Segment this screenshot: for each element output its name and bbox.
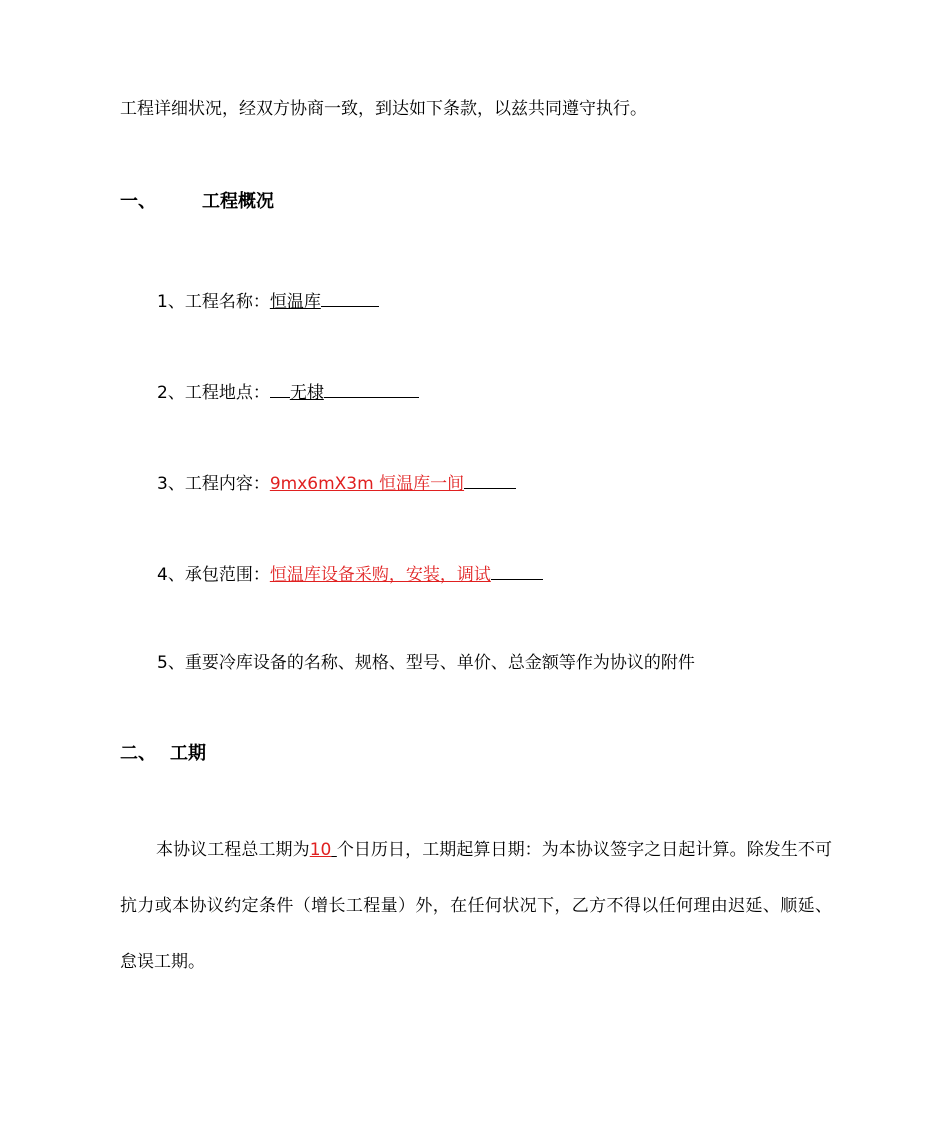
item-label: 5、重要冷库设备的名称、规格、型号、单价、总金额等作为协议的附件: [157, 653, 695, 673]
section2-heading: [120, 743, 206, 765]
item-project-location: [157, 379, 419, 404]
section1-title: 工程概况: [202, 191, 274, 212]
schedule-text-after: 个日历日，工期起算日期：为本协议签字之日起计算。除发生不可抗力或本协议约定条件（增长工程量）外，在任何状况下，乙方不得以任何理由迟延、顺延、怠误工期。: [120, 840, 833, 972]
section2-title: 工期: [170, 743, 206, 764]
item-label: 4、承包范围：: [157, 565, 270, 585]
schedule-days: 10: [309, 840, 332, 860]
underline-blank: [321, 288, 379, 307]
item-label: 1、工程名称：: [157, 292, 270, 312]
intro-text: 工程详细状况，经双方协商一致，到达如下条款，以兹共同遵守执行。: [120, 99, 647, 119]
schedule-text-before: 本协议工程总工期为: [156, 840, 310, 860]
item-value: 恒温库设备采购，安装，调试: [269, 565, 491, 585]
section1-heading: [120, 191, 274, 213]
section2-number: 二、: [120, 743, 156, 764]
item-project-name: [157, 288, 379, 313]
schedule-paragraph: [120, 822, 832, 990]
underline-blank: [324, 379, 419, 398]
item-label: 2、工程地点：: [157, 383, 270, 403]
underline-blank: [491, 561, 543, 580]
item-value: 9mx6mX3m 恒温库一间: [269, 474, 465, 494]
item-contract-scope: [157, 561, 543, 586]
item-value: 恒温库: [269, 292, 321, 312]
underline-blank: [270, 379, 290, 398]
item-project-content: [157, 470, 516, 495]
item-value: 无棣: [289, 383, 324, 403]
underline-blank: [464, 470, 516, 489]
section1-number: 一、: [120, 191, 156, 212]
item-label: 3、工程内容：: [157, 474, 270, 494]
item-equipment-attachment: [157, 652, 695, 674]
